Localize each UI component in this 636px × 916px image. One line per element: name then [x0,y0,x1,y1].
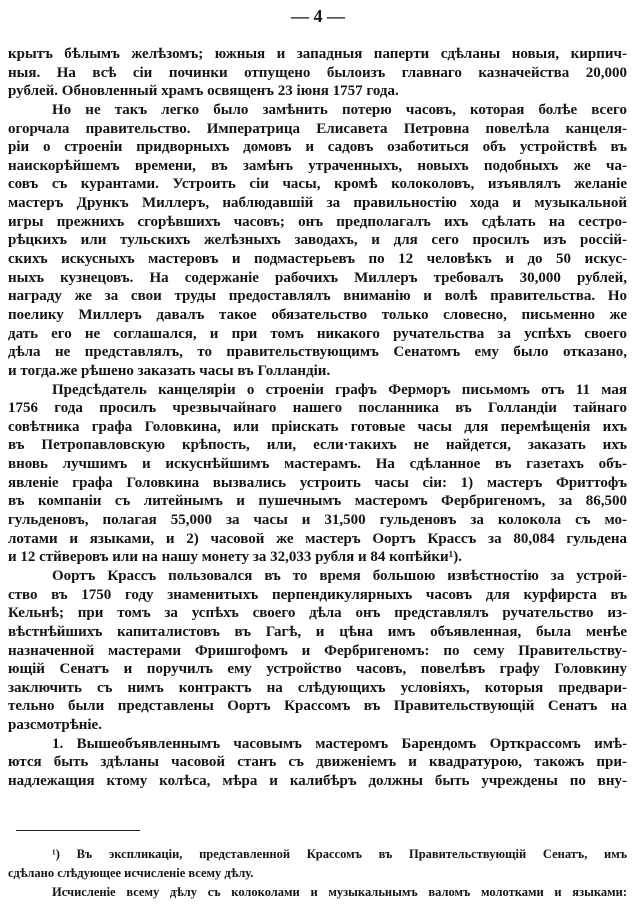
text-line: Исчисленiе всему дѣлу съ колоколами и музыкальнымъ валомъ молотками и языками: [52,885,627,899]
text-line: гульденовъ, полагая 55,000 за часы и 31,500 гульденовъ за колокола съ мо- [8,512,627,529]
text-line: Оортъ Крассъ пользовался въ то время большою извѣстностiю за устрой- [52,567,627,584]
footnotes [8,845,627,902]
text-line: въ компанiи съ литейнымъ и пушечнымъ мастеромъ Фербригеномъ, за 86,500 [8,493,627,510]
footnote-paragraph [8,845,627,883]
text-line: лотами и языками, и 2) часовой же мастеръ Оортъ Крассъ за 80,084 гульдена [8,530,627,547]
text-line: поелику Миллеръ давалъ такое обязательство только словесно, письменно же [8,306,627,323]
text-line: огорчала правительство. Императрица Елисавета Петровна повелѣла канцеля- [8,120,627,137]
text-line: сдѣлано слѣдующее исчисленiе всему дѣлу. [8,866,254,880]
text-line: рублей. Обновленный храмъ освященъ 23 iюня 1757 года. [8,83,399,100]
text-line: совѣтника графа Головкина, или прiискать готовые часы для перемѣщенiя ихъ [8,418,627,435]
text-line: заключить съ нимъ контрактъ на слѣдующихъ условiяхъ, которыя предвари- [8,679,627,696]
text-line: дѣла не представлялъ, то правительствующимъ Сенатомъ ему было отказано, [8,344,627,361]
text-line: вновь лучшимъ и искуснѣйшимъ мастерамъ. На сдѣланное въ газетахъ объ- [8,456,627,473]
text-line: Предсѣдатель канцелярiи о строенiи графъ Ферморъ письмомъ отъ 11 мая [52,381,627,398]
text-line: игры прежнихъ сгорѣвшихъ часовъ; онъ предполагалъ ихъ сдѣлать на сестро- [8,213,627,230]
text-line: Но не такъ легко было замѣнить потерю часовъ, которая болѣе всего [52,101,627,118]
text-line: ются быть здѣланы часовой станъ съ движенiемъ и квадратурою, такожъ при- [8,754,627,771]
text-line: скихъ искусныхъ мастеровъ и подмастерьевъ по 12 человѣкъ и до 50 искус- [8,251,627,268]
text-line: Кельнѣ; при томъ за успѣхъ своего дѣла онъ представлялъ ручательство из- [8,605,627,622]
text-line: надлежащия ктому колѣса, мѣра и калибѣръ должны быть учреждены по вну- [8,772,627,789]
text-line: ющiй Сенатъ и поручилъ ему устройство часовъ, повелѣвъ графу Головкину [8,661,627,678]
paragraph [8,567,627,735]
text-line: въ Петропавловскую крѣпость, или, если·такихъ не найдется, заказать ихъ [8,437,627,454]
text-line: ныхъ кузнецовъ. На содержанiе рабочихъ Миллеръ требовалъ 30,000 рублей, [8,269,627,286]
text-line: разсмотрѣнiе. [8,717,102,734]
text-line: совъ съ курантами. Устроить сiи часы, кромѣ колоколовъ, изъявлялъ желанiе [8,176,627,193]
text-line: ¹) Въ экспликацiи, представленной Крассомъ въ Правительствующiй Сенатъ, имъ [52,847,627,861]
text-line: мастеръ Дрункъ Миллеръ, наблюдавшiй за правильностiю хода и музыкальной [8,195,627,212]
text-line: вѣстнѣйшихъ капиталистовъ въ Гагѣ, и цѣна имъ объявленная, была менѣе [8,623,627,640]
paragraph [8,45,627,101]
body-text [8,45,627,791]
text-line: тельно были представлены Оортъ Крассомъ въ Правительствующiй Сенатъ на [8,698,627,715]
text-line: ныя. На всѣ сiи починки отпущено былоизъ главнаго казначейства 20,000 [8,64,627,81]
text-line: крытъ бѣлымъ желѣзомъ; южныя и западныя паперти сдѣланы новыя, кирпич- [8,46,627,62]
footnote-divider [16,830,140,831]
text-line: и 12 стйверовъ или на нашу монету за 32,033 рубля и 84 копѣйки¹). [8,549,462,566]
text-line: явленiе графа Головкина вызвались устроить часы сiи: 1) мастеръ Фриттофъ [8,474,627,491]
paragraph [8,735,627,791]
text-line: дать его не соглашался, и при томъ никакого ручательства за успѣхъ своего [8,325,627,342]
text-line: 1756 года просилъ чрезвычайнаго нашего посланника въ Голландiи тайнаго [8,400,627,417]
text-line: рiи о строенiи придворныхъ домовъ и садовъ озаботиться объ устройствѣ въ [8,139,627,156]
paragraph [8,381,627,567]
text-line: и тогда.же рѣшено заказать часы въ Голландiи. [8,362,331,379]
paragraph [8,101,627,381]
text-line: назначенной мастерами Фришгофомъ и Фербригеномъ: по сему Правительству- [8,642,627,659]
text-line: наискорѣйшемъ времени, въ замѣнъ утраченныхъ, новыхъ подобныхъ же ча- [8,157,627,174]
text-line: рѣцкихъ или тульскихъ желѣзныхъ заводахъ, и для сего просилъ изъ россiй- [8,232,627,249]
page-number: — 4 — [291,6,345,26]
text-line: 1. Вышеобъявленнымъ часовымъ мастеромъ Барендомъ Орткрассомъ имѣ- [52,735,627,752]
footnote-paragraph [8,883,627,902]
text-line: награду же за свои труды предоставлялъ вниманiю и волѣ правительства. Но [8,288,627,305]
text-line: ство въ 1750 году знаменитыхъ перпендикулярныхъ часовъ для курфирста въ [8,586,627,603]
